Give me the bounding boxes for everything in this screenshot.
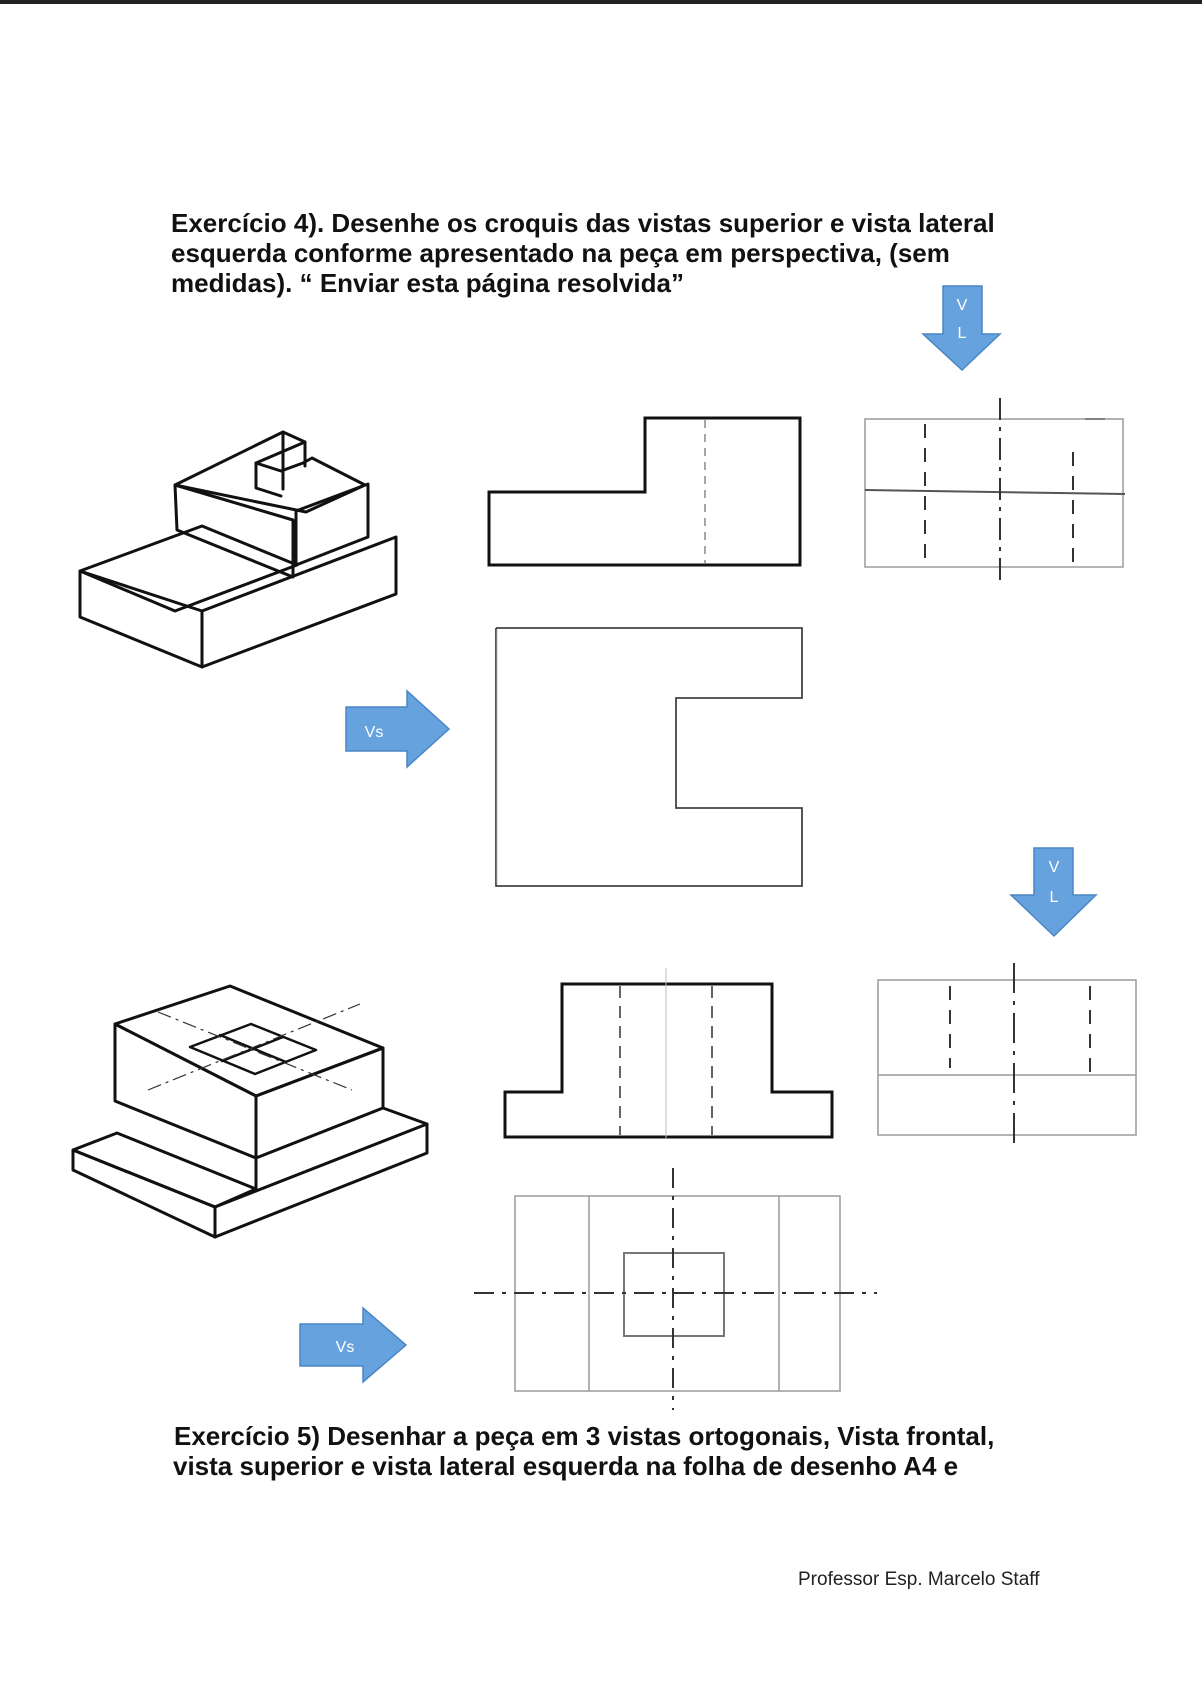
exercise-5-line-2: vista superior e vista lateral esquerda na folha de desenho A4 e bbox=[173, 1451, 959, 1481]
part1-step-top-face bbox=[80, 526, 297, 611]
professor-signature: Professor Esp. Marcelo Staff bbox=[798, 1569, 1040, 1590]
part2-raised-right-face bbox=[256, 1048, 383, 1158]
exercise-4-line-3: medidas). “ Enviar esta página resolvida” bbox=[171, 268, 684, 298]
exercise-4-line-1: Exercício 4). Desenhe os croquis das vistas superior e vista lateral bbox=[171, 208, 995, 238]
part2-ledge-right-face bbox=[215, 1124, 427, 1237]
part2-front-view-outline bbox=[505, 984, 832, 1137]
vs-arrow-bottom bbox=[300, 1308, 406, 1382]
vl-arrow-top-l: L bbox=[957, 325, 967, 342]
vl-arrow-top bbox=[923, 286, 1000, 370]
part1-raised-top-face bbox=[175, 432, 365, 512]
exercise-5-statement bbox=[174, 1421, 1094, 1481]
vl-arrow-bottom-v: V bbox=[1048, 859, 1060, 876]
part1-left-view-sketch bbox=[865, 398, 1125, 586]
part2-iso-center-lines bbox=[148, 1004, 360, 1090]
vl-arrow-bottom bbox=[1011, 848, 1096, 936]
vs-arrow-top bbox=[346, 691, 449, 767]
exercise-4-line-2: esquerda conforme apresentado na peça em perspectiva, (sem bbox=[171, 238, 950, 268]
part2-left-view-outline bbox=[878, 980, 1136, 1135]
part1-top-view-outline bbox=[496, 628, 802, 886]
vl-arrow-top-v: V bbox=[956, 297, 968, 314]
part1-base-left-face bbox=[80, 571, 202, 667]
part1-isometric-drawing bbox=[80, 432, 396, 667]
part1-front-view bbox=[489, 418, 800, 565]
part1-top-view-sketch bbox=[496, 628, 802, 886]
part2-isometric-drawing bbox=[73, 986, 427, 1237]
vl-arrow-bottom-l: L bbox=[1049, 889, 1059, 906]
part1-front-view-outline bbox=[489, 418, 800, 565]
part2-ledge-top-face bbox=[73, 1133, 256, 1207]
part2-top-view-sketch bbox=[474, 1168, 877, 1410]
vs-arrow-top-label: Vs bbox=[364, 724, 384, 741]
part1-base-right-face bbox=[202, 537, 396, 667]
part2-left-view-sketch bbox=[878, 963, 1136, 1151]
part2-raised-top-face bbox=[115, 986, 383, 1096]
exercise-5-line-1: Exercício 5) Desenhar a peça em 3 vistas ortogonais, Vista frontal, bbox=[174, 1421, 995, 1451]
part2-ledge-back-edge bbox=[383, 1108, 427, 1124]
part1-left-view-step-line bbox=[865, 490, 1125, 494]
part2-front-view bbox=[505, 968, 832, 1138]
part2-raised-left-face bbox=[115, 1024, 256, 1158]
vs-arrow-bottom-label: Vs bbox=[335, 1339, 355, 1356]
